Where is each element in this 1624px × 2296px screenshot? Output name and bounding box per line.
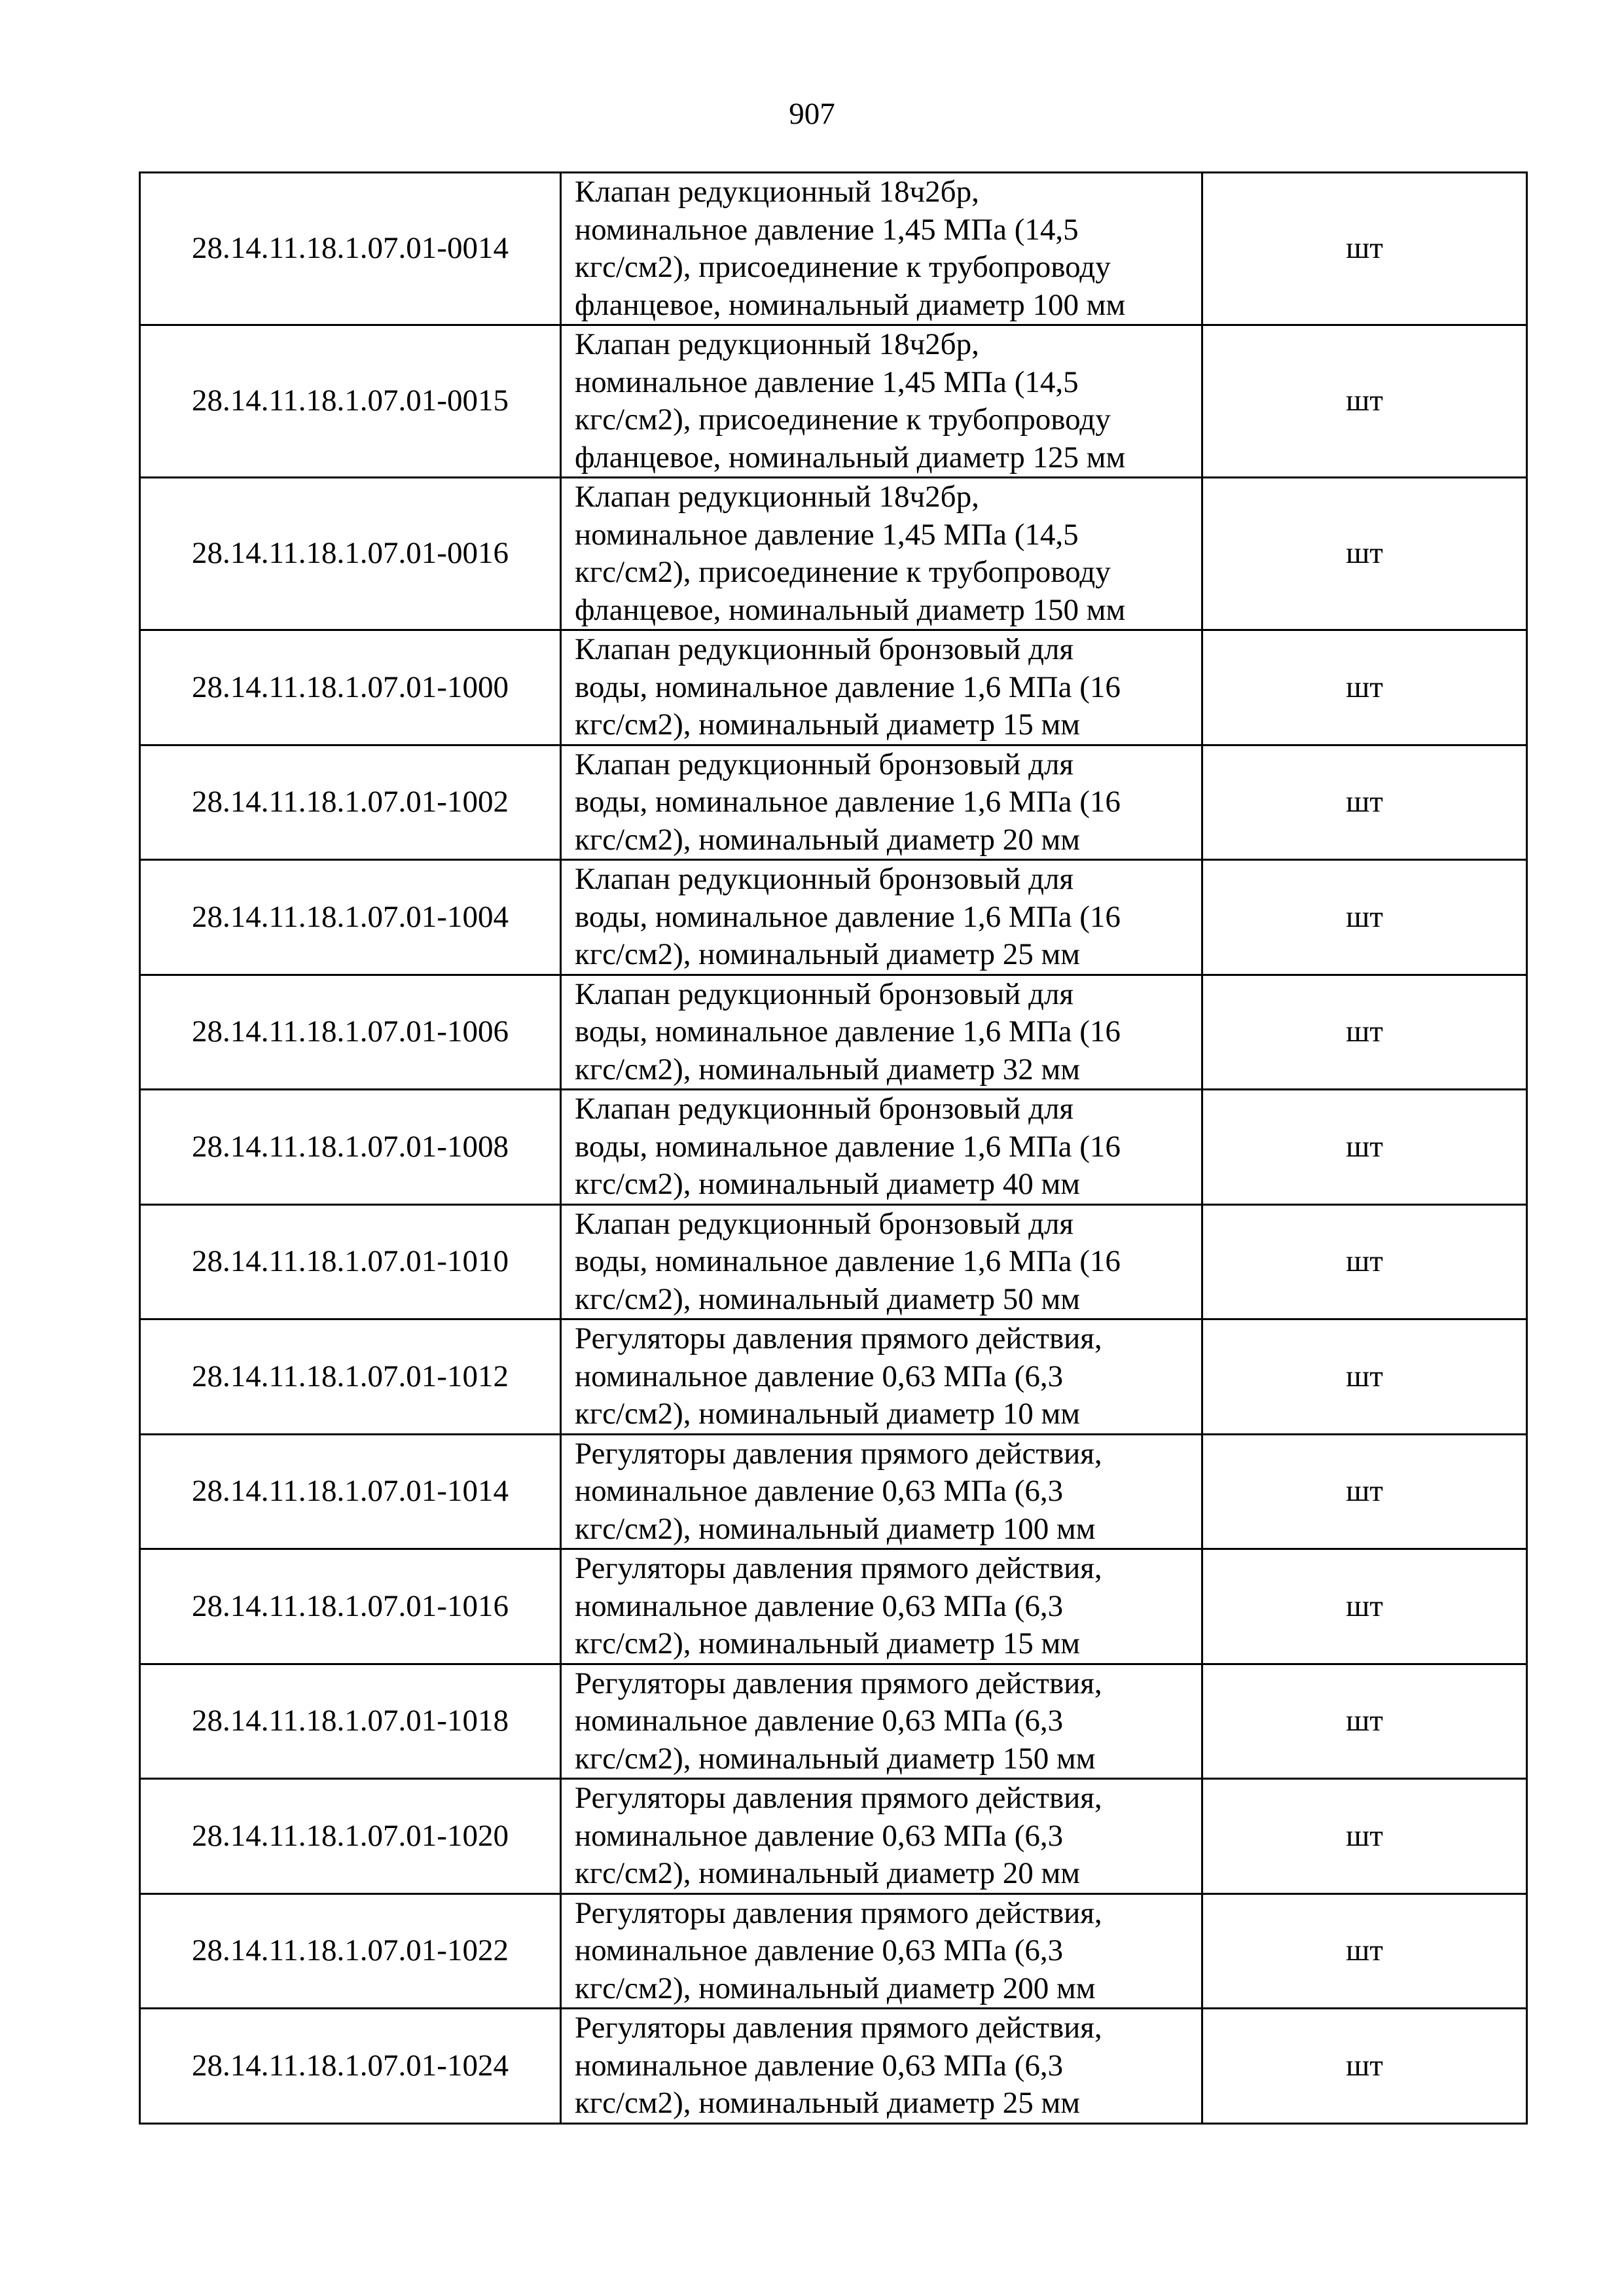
item-unit-cell: шт xyxy=(1202,1319,1527,1435)
item-description-line: Регуляторы давления прямого действия, xyxy=(575,1436,1102,1471)
table-row xyxy=(140,1434,1527,1549)
item-description-cell xyxy=(561,975,1202,1090)
item-description-line: номинальное давление 0,63 МПа (6,3 xyxy=(575,1474,1064,1508)
item-code-cell: 28.14.11.18.1.07.01-1010 xyxy=(140,1204,561,1319)
item-description-line: кгс/см2), номинальный диаметр 25 мм xyxy=(575,937,1081,971)
item-description-line: кгс/см2), номинальный диаметр 25 мм xyxy=(575,2086,1081,2120)
page-number: 907 xyxy=(789,97,835,131)
table-row xyxy=(140,975,1527,1090)
item-code-cell: 28.14.11.18.1.07.01-1018 xyxy=(140,1664,561,1779)
table-row xyxy=(140,1319,1527,1435)
item-description-line: воды, номинальное давление 1,6 МПа (16 xyxy=(575,1129,1121,1164)
item-description-cell xyxy=(561,478,1202,630)
catalog-table xyxy=(139,171,1528,2125)
item-code-cell: 28.14.11.18.1.07.01-1008 xyxy=(140,1090,561,1205)
table-row xyxy=(140,1664,1527,1779)
table-row xyxy=(140,630,1527,745)
item-description-line: Регуляторы давления прямого действия, xyxy=(575,2011,1102,2045)
table-row xyxy=(140,1893,1527,2009)
item-description-line: фланцевое, номинальный диаметр 150 мм xyxy=(575,592,1126,627)
item-unit-cell: шт xyxy=(1202,975,1527,1090)
item-description-line: кгс/см2), номинальный диаметр 20 мм xyxy=(575,1856,1081,1890)
item-description-line: номинальное давление 0,63 МПа (6,3 xyxy=(575,1704,1064,1738)
item-description-line: кгс/см2), номинальный диаметр 15 мм xyxy=(575,1626,1081,1660)
item-description-line: номинальное давление 0,63 МПа (6,3 xyxy=(575,1588,1064,1623)
item-code-cell: 28.14.11.18.1.07.01-0014 xyxy=(140,173,561,325)
table-row xyxy=(140,325,1527,478)
item-description-line: кгс/см2), номинальный диаметр 40 мм xyxy=(575,1167,1081,1201)
item-description-cell xyxy=(561,325,1202,478)
item-description-line: Клапан редукционный 18ч2бр, xyxy=(575,480,979,514)
item-description-line: кгс/см2), номинальный диаметр 50 мм xyxy=(575,1282,1081,1316)
item-description-cell xyxy=(561,860,1202,975)
item-description-line: Регуляторы давления прямого действия, xyxy=(575,1666,1102,1700)
item-description-cell xyxy=(561,1779,1202,1894)
item-description-line: номинальное давление 0,63 МПа (6,3 xyxy=(575,1359,1064,1393)
item-description-line: кгс/см2), номинальный диаметр 32 мм xyxy=(575,1052,1081,1086)
item-code-cell: 28.14.11.18.1.07.01-1022 xyxy=(140,1893,561,2009)
item-description-line: фланцевое, номинальный диаметр 125 мм xyxy=(575,440,1126,475)
item-description-line: номинальное давление 0,63 МПа (6,3 xyxy=(575,1933,1064,1967)
item-description-cell xyxy=(561,1893,1202,2009)
item-description-line: номинальное давление 1,45 МПа (14,5 xyxy=(575,517,1079,552)
table-row xyxy=(140,173,1527,325)
table-row xyxy=(140,745,1527,860)
item-description-line: воды, номинальное давление 1,6 МПа (16 xyxy=(575,1244,1121,1278)
item-unit-cell: шт xyxy=(1202,1549,1527,1664)
item-description-line: номинальное давление 1,45 МПа (14,5 xyxy=(575,365,1079,399)
item-code-cell: 28.14.11.18.1.07.01-1000 xyxy=(140,630,561,745)
item-description-line: Регуляторы давления прямого действия, xyxy=(575,1781,1102,1815)
item-description-line: Клапан редукционный бронзовый для xyxy=(575,977,1074,1011)
item-description-line: Регуляторы давления прямого действия, xyxy=(575,1895,1102,1930)
item-unit-cell: шт xyxy=(1202,1779,1527,1894)
item-description-line: Клапан редукционный бронзовый для xyxy=(575,632,1074,666)
item-description-cell xyxy=(561,1549,1202,1664)
item-code-cell: 28.14.11.18.1.07.01-0016 xyxy=(140,478,561,630)
item-code-cell: 28.14.11.18.1.07.01-1014 xyxy=(140,1434,561,1549)
item-code-cell: 28.14.11.18.1.07.01-1004 xyxy=(140,860,561,975)
table-row xyxy=(140,1204,1527,1319)
item-description-line: Клапан редукционный бронзовый для xyxy=(575,862,1074,896)
table-row xyxy=(140,478,1527,630)
item-description-line: номинальное давление 0,63 МПа (6,3 xyxy=(575,1818,1064,1853)
table-row xyxy=(140,1549,1527,1664)
catalog-table-body xyxy=(140,173,1527,2124)
item-description-line: воды, номинальное давление 1,6 МПа (16 xyxy=(575,899,1121,934)
item-description-cell xyxy=(561,745,1202,860)
item-unit-cell: шт xyxy=(1202,1893,1527,2009)
item-description-cell xyxy=(561,1434,1202,1549)
item-code-cell: 28.14.11.18.1.07.01-1002 xyxy=(140,745,561,860)
item-description-cell xyxy=(561,630,1202,745)
item-unit-cell: шт xyxy=(1202,325,1527,478)
item-unit-cell: шт xyxy=(1202,745,1527,860)
item-description-line: воды, номинальное давление 1,6 МПа (16 xyxy=(575,670,1121,704)
item-description-cell xyxy=(561,1319,1202,1435)
item-code-cell: 28.14.11.18.1.07.01-1024 xyxy=(140,2009,561,2124)
item-code-cell: 28.14.11.18.1.07.01-0015 xyxy=(140,325,561,478)
item-description-cell xyxy=(561,173,1202,325)
item-description-line: кгс/см2), номинальный диаметр 20 мм xyxy=(575,822,1081,857)
item-code-cell: 28.14.11.18.1.07.01-1006 xyxy=(140,975,561,1090)
item-description-cell xyxy=(561,1664,1202,1779)
item-description-line: Клапан редукционный 18ч2бр, xyxy=(575,175,979,209)
item-description-line: кгс/см2), присоединение к трубопроводу xyxy=(575,403,1111,437)
item-description-line: Регуляторы давления прямого действия, xyxy=(575,1321,1102,1355)
table-row xyxy=(140,1090,1527,1205)
item-code-cell: 28.14.11.18.1.07.01-1012 xyxy=(140,1319,561,1435)
item-unit-cell: шт xyxy=(1202,1434,1527,1549)
item-description-line: кгс/см2), присоединение к трубопроводу xyxy=(575,555,1111,589)
item-unit-cell: шт xyxy=(1202,1664,1527,1779)
item-description-line: Регуляторы давления прямого действия, xyxy=(575,1551,1102,1585)
item-unit-cell: шт xyxy=(1202,630,1527,745)
item-unit-cell: шт xyxy=(1202,2009,1527,2124)
item-description-line: номинальное давление 0,63 МПа (6,3 xyxy=(575,2048,1064,2083)
item-unit-cell: шт xyxy=(1202,478,1527,630)
table-row xyxy=(140,860,1527,975)
table-row xyxy=(140,2009,1527,2124)
item-description-line: Клапан редукционный бронзовый для xyxy=(575,747,1074,781)
table-row xyxy=(140,1779,1527,1894)
item-description-cell xyxy=(561,1204,1202,1319)
item-description-line: Клапан редукционный бронзовый для xyxy=(575,1092,1074,1126)
item-description-line: кгс/см2), номинальный диаметр 200 мм xyxy=(575,1971,1096,2005)
item-code-cell: 28.14.11.18.1.07.01-1020 xyxy=(140,1779,561,1894)
item-unit-cell: шт xyxy=(1202,1204,1527,1319)
item-description-line: номинальное давление 1,45 МПа (14,5 xyxy=(575,212,1079,247)
item-description-line: воды, номинальное давление 1,6 МПа (16 xyxy=(575,785,1121,819)
item-description-line: кгс/см2), номинальный диаметр 100 мм xyxy=(575,1511,1096,1546)
item-code-cell: 28.14.11.18.1.07.01-1016 xyxy=(140,1549,561,1664)
item-description-line: Клапан редукционный 18ч2бр, xyxy=(575,327,979,361)
item-unit-cell: шт xyxy=(1202,860,1527,975)
item-description-line: кгс/см2), номинальный диаметр 10 мм xyxy=(575,1397,1081,1431)
item-description-line: кгс/см2), номинальный диаметр 150 мм xyxy=(575,1741,1096,1776)
item-description-line: Клапан редукционный бронзовый для xyxy=(575,1206,1074,1241)
item-description-line: фланцевое, номинальный диаметр 100 мм xyxy=(575,287,1126,322)
item-description-line: кгс/см2), присоединение к трубопроводу xyxy=(575,250,1111,284)
item-unit-cell: шт xyxy=(1202,173,1527,325)
item-description-line: кгс/см2), номинальный диаметр 15 мм xyxy=(575,708,1081,742)
item-unit-cell: шт xyxy=(1202,1090,1527,1205)
item-description-cell xyxy=(561,1090,1202,1205)
item-description-cell xyxy=(561,2009,1202,2124)
item-description-line: воды, номинальное давление 1,6 МПа (16 xyxy=(575,1014,1121,1049)
